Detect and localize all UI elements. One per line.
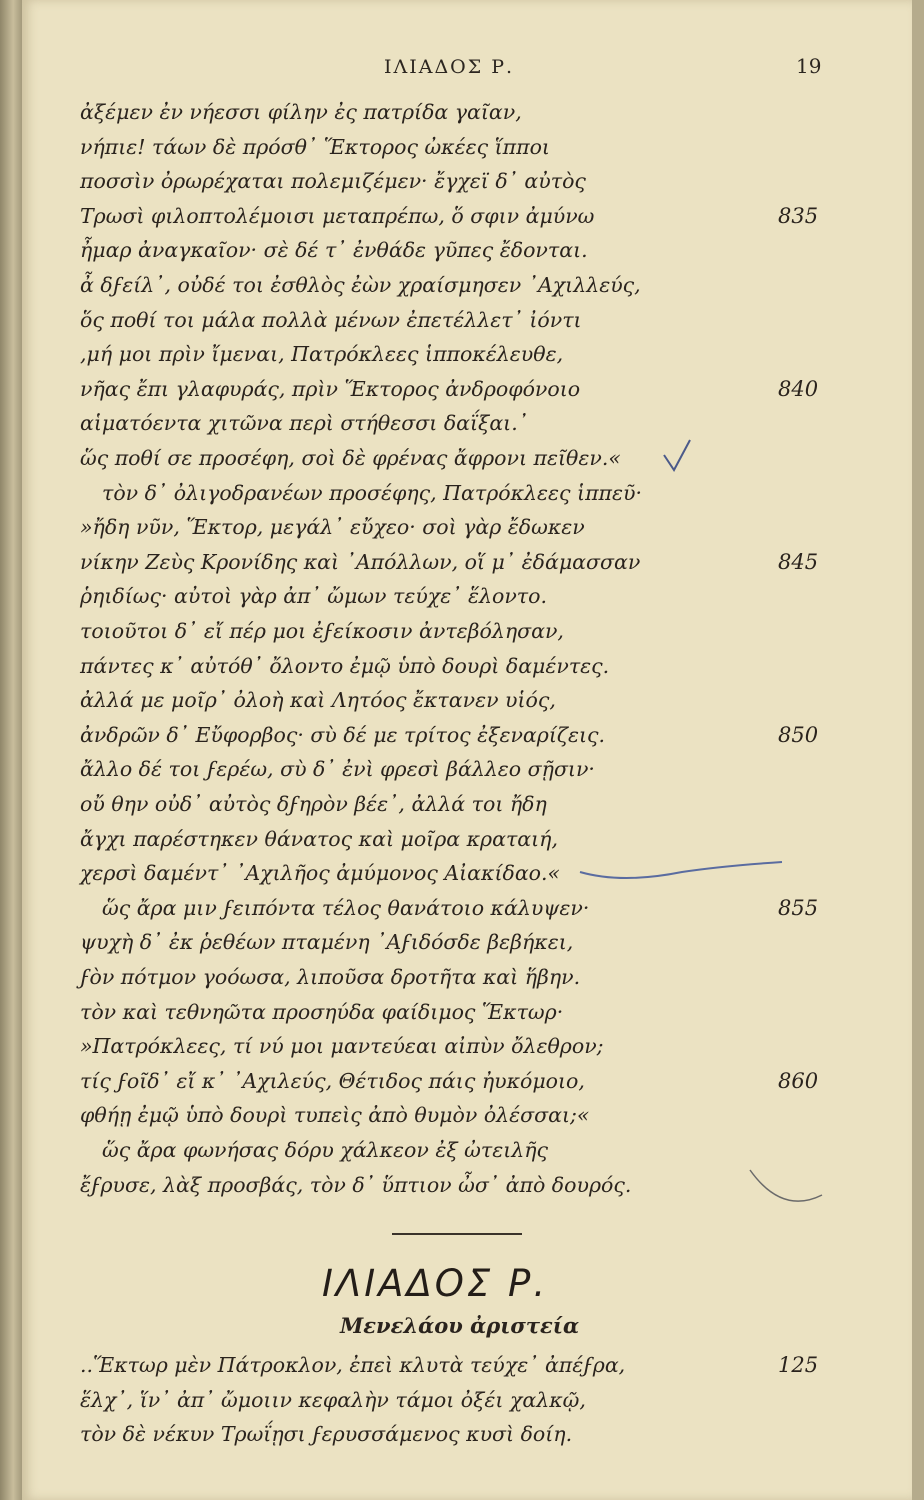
verse-line: νῆας ἔπι γλαφυράς, πρὶν Ἕκτορος ἀνδροφόνοιο [80, 376, 581, 401]
verse-line-number: 860 [778, 1068, 819, 1093]
verse-line: ..Ἕκτωρ μὲν Πάτροκλον, ἐπεὶ κλυτὰ τεύχε᾽ ἀπέϝρα, [80, 1353, 626, 1377]
verse-line: ἦμαρ ἀναγκαῖον· σὲ δέ τ᾽ ἐνθάδε γῦπες ἔδονται. [80, 238, 588, 263]
verse-line: ἕλχ᾽, ἵν᾽ ἀπ᾽ ὤμοιιν κεφαλὴν τάμοι ὀξέι χαλκῷ, [80, 1387, 586, 1412]
verse-line: νίκην Ζεὺς Κρονίδης καὶ ᾽Απόλλων, οἵ μ᾽ ἐδάμασσαν [80, 549, 641, 574]
verse-line: »ἤδη νῦν, Ἕκτορ, μεγάλ᾽ εὔχεο· σοὶ γὰρ ἔδωκεν [80, 515, 585, 540]
verse-line-number: 840 [778, 376, 819, 401]
verse-line: φθήῃ ἐμῷ ὑπὸ δουρὶ τυπεὶς ἀπὸ θυμὸν ὀλέσσαι;« [80, 1103, 590, 1128]
verse-line: ὅς ποθί τοι μάλα πολλὰ μένων ἐπετέλλετ᾽ ἰόντι [80, 307, 582, 332]
verse-line: ἄλλο δέ τοι ϝερέω, σὺ δ᾽ ἐνὶ φρεσὶ βάλλεο σῇσιν· [80, 757, 595, 782]
verse-line: ὥς ποθί σε προσέφη, σοὶ δὲ φρένας ἄφρονι πεῖθεν.« [80, 446, 621, 470]
verse-line: τὸν καὶ τεθνηῶτα προσηύδα φαίδιμος Ἕκτωρ· [80, 999, 564, 1024]
running-title: ΙΛΙΑΔΟΣ Ρ. [384, 56, 515, 78]
verse-line: ὥς ἄρα φωνήσας δόρυ χάλκεον ἐξ ὠτειλῆς [102, 1138, 549, 1162]
verse-line: ἆ δϝείλ᾽, οὐδέ τοι ἐσθλὸς ἐὼν χραίσμησεν ᾽Αχιλλεύς, [80, 273, 641, 297]
verse-line: τὸν δὲ νέκυν Τρωΐῃσι ϝερυσσάμενος κυσὶ δοίη. [80, 1422, 573, 1447]
verse-line: ἄγχι παρέστηκεν θάνατος καὶ μοῖρα κραταιή, [80, 826, 558, 851]
verse-line: οὔ θην οὐδ᾽ αὐτὸς δϝηρὸν βέε᾽, ἀλλά τοι ἤδη [80, 792, 547, 816]
verse-line-number: 125 [778, 1353, 819, 1377]
verse-line-number: 850 [778, 722, 819, 747]
verse-line: αἱματόεντα χιτῶνα περὶ στήθεσσι δαΐξαι.᾽ [80, 411, 528, 436]
verse-line: ὥς ἄρα μιν ϝειπόντα τέλος θανάτοιο κάλυψεν· [102, 895, 590, 920]
verse-line-number: 835 [778, 203, 819, 228]
verse-line: πάντες κ᾽ αὐτόθ᾽ ὄλοντο ἐμῷ ὑπὸ δουρὶ δαμέντες. [80, 653, 610, 678]
verse-line: τὸν δ᾽ ὀλιγοδρανέων προσέφης, Πατρόκλεες ἱππεῦ· [102, 480, 642, 505]
section-subtitle: Μενελάου ἀριστεία [340, 1313, 580, 1338]
page-number: 19 [796, 54, 822, 78]
verse-line: ,μή μοι πρὶν ἴμεναι, Πατρόκλεες ἱπποκέλευθε, [80, 342, 564, 367]
verse-line: ψυχὴ δ᾽ ἐκ ῥεθέων πταμένη ᾽Αϝιδόσδε βεβήκει, [80, 930, 574, 955]
pencil-checkmark [664, 440, 690, 470]
pencil-bracket-mark [580, 862, 782, 878]
verse-line: ἔϝρυσε, λὰξ προσβάς, τὸν δ᾽ ὕπτιον ὦσ᾽ ἀπὸ δουρός. [80, 1172, 632, 1197]
verse-line: ἀλλά με μοῖρ᾽ ὀλοὴ καὶ Λητόος ἔκτανεν υἱός, [80, 688, 556, 713]
verse-line-number: 855 [778, 895, 819, 920]
verse-line: ῥηιδίως· αὐτοὶ γὰρ ἀπ᾽ ὤμων τεύχε᾽ ἕλοντο. [80, 584, 547, 609]
book-page [22, 0, 912, 1500]
book-binding-edge [0, 0, 22, 1500]
section-title: ΙΛΙΑΔΟΣ Ρ. [322, 1262, 549, 1305]
verse-line: Τρωσὶ φιλοπτολέμοισι μεταπρέπω, ὅ σφιν ἀμύνω [80, 203, 595, 228]
verse-line: ἀνδρῶν δ᾽ Εὔφορβος· σὺ δέ με τρίτος ἐξεναρίζεις. [80, 722, 606, 747]
verse-line-number: 845 [778, 549, 819, 574]
running-header [22, 52, 912, 82]
pencil-curve-mark [750, 1170, 822, 1201]
verse-line: τοιοῦτοι δ᾽ εἴ πέρ μοι ἐϝείκοσιν ἀντεβόλησαν, [80, 619, 564, 643]
section-divider [392, 1233, 522, 1235]
verse-line: ποσσὶν ὀρωρέχαται πολεμιζέμεν· ἔγχεϊ δ᾽ αὐτὸς [80, 169, 586, 194]
verse-line: χερσὶ δαμέντ᾽ ᾽Αχιλῆος ἀμύμονος Αἰακίδαο.« [80, 861, 561, 886]
verse-line: ϝὸν πότμον γοόωσα, λιποῦσα δροτῆτα καὶ ἥβην. [80, 965, 581, 989]
verse-line: »Πατρόκλεες, τί νύ μοι μαντεύεαι αἰπὺν ὄλεθρον; [80, 1034, 604, 1059]
verse-line: ἀξέμεν ἐν νήεσσι φίλην ἐς πατρίδα γαῖαν, [80, 100, 522, 124]
verse-line: τίς ϝοῖδ᾽ εἴ κ᾽ ᾽Αχιλεύς, Θέτιδος πάις ἠυκόμοιο, [80, 1068, 585, 1093]
verse-line: νήπιε! τάων δὲ πρόσθ᾽ Ἕκτορος ὠκέες ἵπποι [80, 134, 550, 159]
